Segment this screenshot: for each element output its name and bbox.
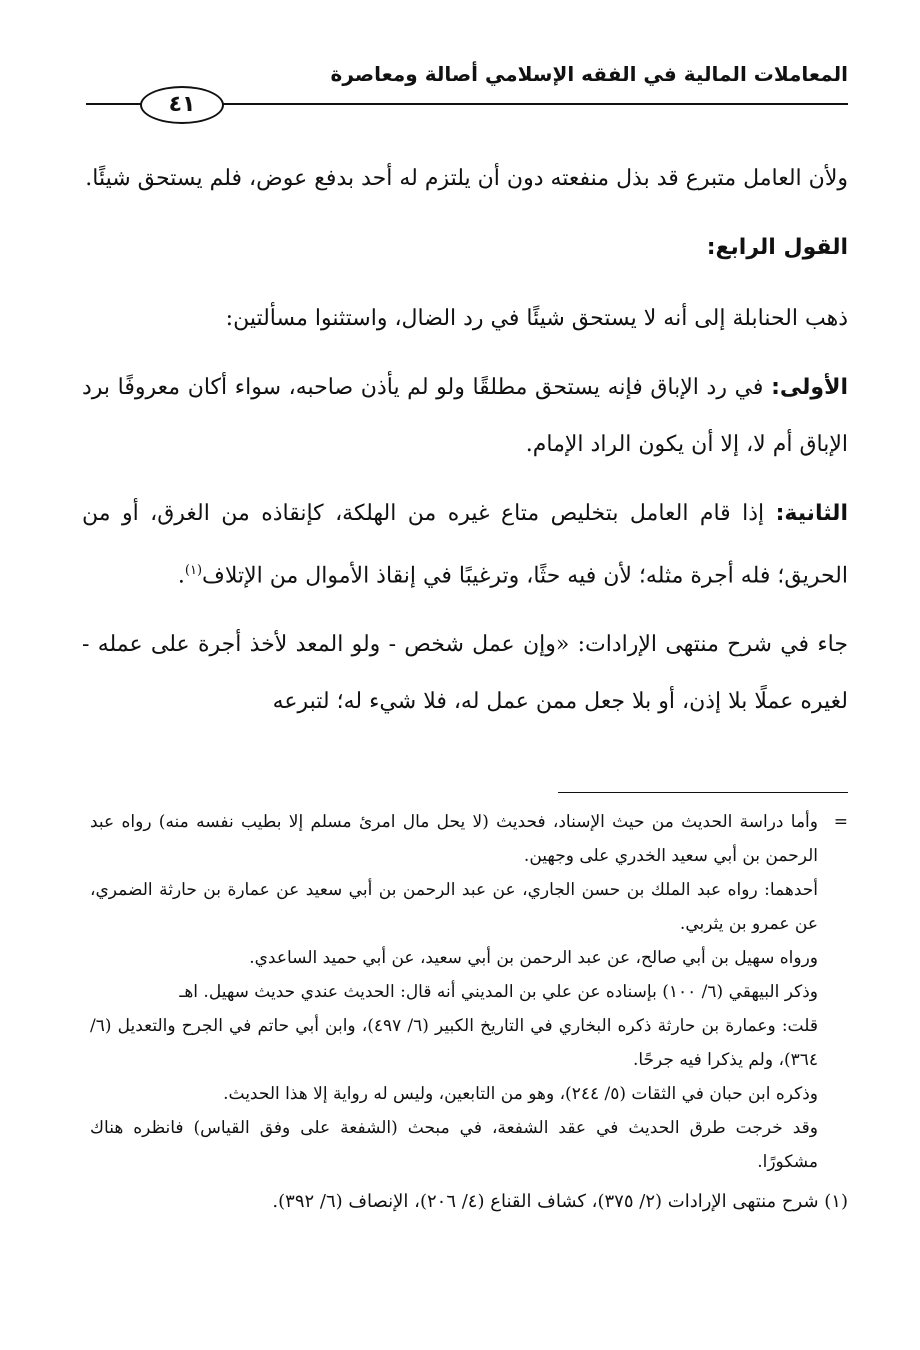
footnotes	[90, 805, 848, 1219]
main-text	[82, 150, 848, 742]
footnote-1: (١) شرح منتهى الإرادات (٢/ ٣٧٥)، كشاف القناع (٤/ ٢٠٦)، الإنصاف (٦/ ٣٩٢).	[272, 1191, 848, 1212]
footnote-line: وذكره ابن حبان في الثقات (٥/ ٢٤٤)، وهو من التابعين، وليس له رواية إلا هذا الحديث.	[223, 1084, 818, 1104]
running-title: المعاملات المالية في الفقه الإسلامي أصالة ومعاصرة	[330, 62, 848, 86]
paragraph	[82, 485, 848, 604]
footnote-line: وقد خرجت طرق الحديث في عقد الشفعة، في مبحث (الشفعة على وفق القياس) فانظره هناك مشكورًا.	[90, 1118, 818, 1172]
continuation-mark: =	[833, 812, 848, 832]
paragraph: ولأن العامل متبرع قد بذل منفعته دون أن يلتزم له أحد بدفع عوض، فلم يستحق شيئًا.	[85, 166, 848, 191]
paragraph-lead: الأولى:	[771, 375, 848, 400]
page-number: ٤١	[140, 86, 224, 124]
footnote-line: ورواه سهيل بن أبي صالح، عن عبد الرحمن بن أبي سعيد، عن أبي حميد الساعدي.	[249, 948, 818, 968]
paragraph-lead: الثانية:	[775, 501, 848, 526]
section-heading: القول الرابع:	[706, 235, 848, 260]
paragraph-text: إذا قام العامل بتخليص متاع غيره من الهلكة، كإنقاذه من الغرق، أو من الحريق؛ فله أجرة مثله؛ لأن فيه حثًا، وترغيبًا في إنقاذ الأموال من الإتلاف	[82, 501, 848, 589]
paragraph: جاء في شرح منتهى الإرادات: «وإن عمل شخص - ولو المعد لأخذ أجرة على عمله - لغيره عملًا بلا إذن، أو بلا جعل ممن عمل له، فلا شيء له؛ لتبرعه	[82, 632, 848, 715]
paragraph-text: في رد الإباق فإنه يستحق مطلقًا ولو لم يأذن صاحبه، سواء أكان معروفًا برد الإباق أم لا، إلا أن يكون الراد الإمام.	[82, 375, 848, 457]
footnote-reference[interactable]: (١)	[184, 563, 203, 578]
footnote-line: أحدهما: رواه عبد الملك بن حسن الجاري، عن عبد الرحمن بن أبي سعيد عن عمارة بن حارثة الضمري، عن عمرو بن يثربي.	[90, 880, 818, 934]
footnote-rule	[558, 792, 848, 793]
footnote-continuation	[90, 805, 848, 873]
paragraph	[82, 359, 848, 473]
paragraph: ذهب الحنابلة إلى أنه لا يستحق شيئًا في رد الضال، واستثنوا مسألتين:	[225, 306, 848, 331]
footnote-line: وذكر البيهقي (٦/ ١٠٠) بإسناده عن علي بن المديني أنه قال: الحديث عندي حديث سهيل. اهـ	[179, 982, 818, 1002]
paragraph-end: .	[177, 563, 185, 589]
footnote-line: قلت: وعمارة بن حارثة ذكره البخاري في التاريخ الكبير (٦/ ٤٩٧)، وابن أبي حاتم في الجرح والتعديل (٦/ ٣٦٤)، ولم يذكرا فيه جرحًا.	[90, 1016, 818, 1070]
footnote-text: وأما دراسة الحديث من حيث الإسناد، فحديث (لا يحل مال امرئ مسلم إلا بطيب نفسه منه) رواه عبد الرحمن بن أبي سعيد الخدري على وجهين.	[90, 812, 818, 866]
